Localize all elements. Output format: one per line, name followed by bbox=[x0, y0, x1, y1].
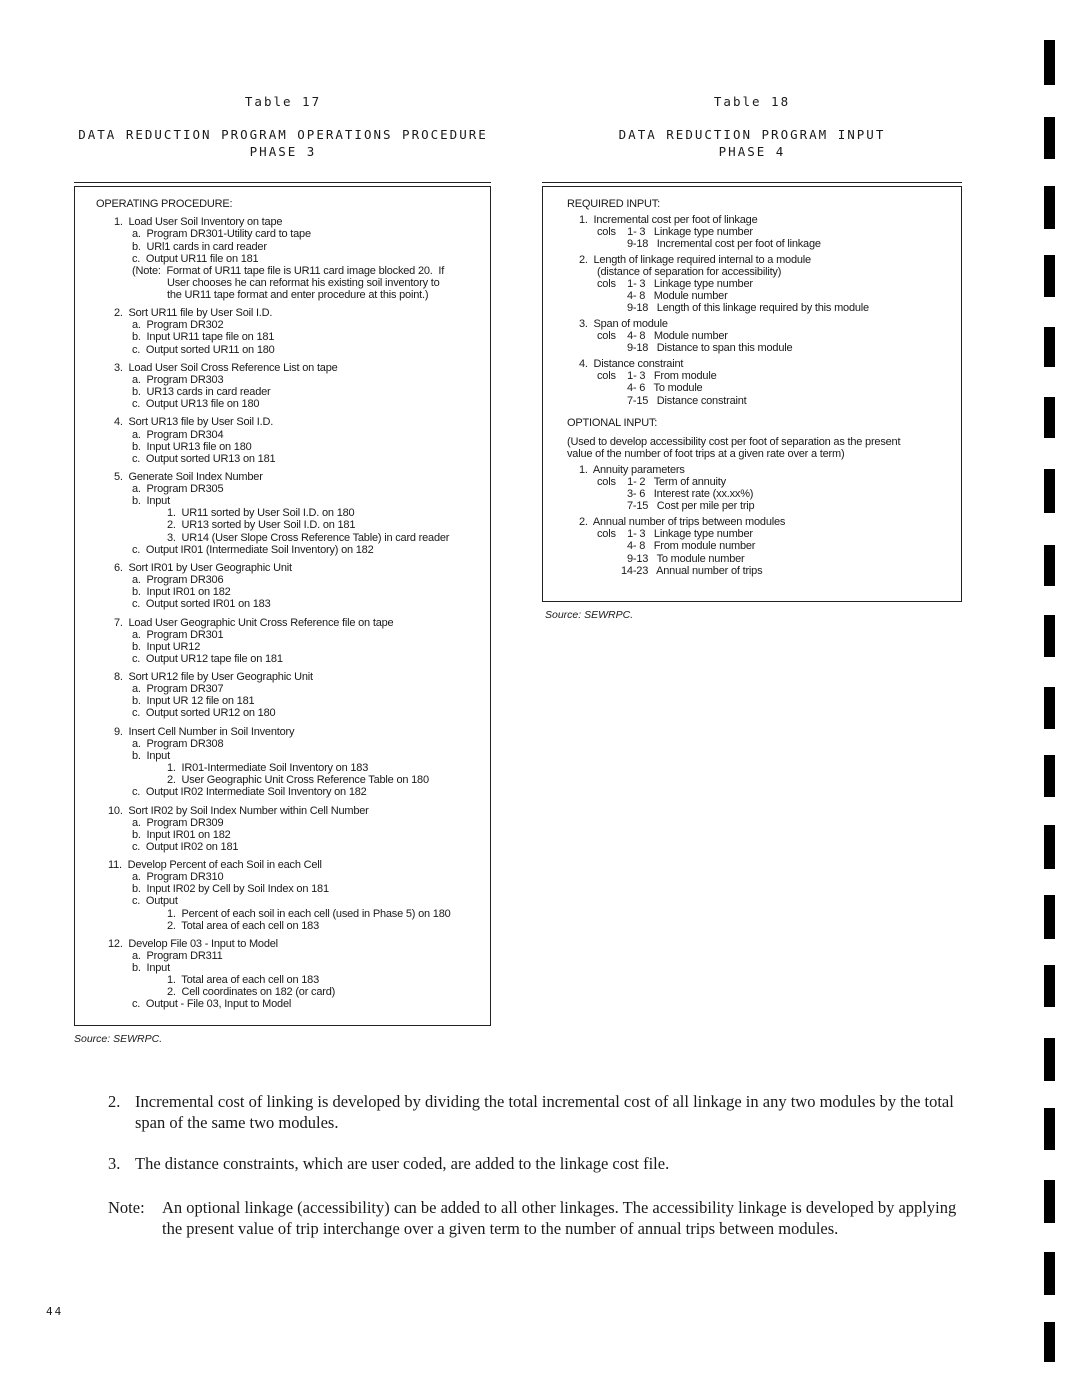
table17-title: Table 17 bbox=[244, 94, 322, 109]
registration-mark bbox=[1044, 687, 1055, 729]
table-line: (distance of separation for accessibility) bbox=[597, 265, 782, 278]
table-line: 2. Total area of each cell on 183 bbox=[167, 919, 319, 932]
table-line: 4- 8 Module number bbox=[627, 290, 728, 303]
table-line: 7-15 Cost per mile per trip bbox=[627, 500, 755, 513]
table-line: 1. Percent of each soil in each cell (used in Phase 5) on 180 bbox=[167, 907, 451, 920]
table-line: 9-18 Distance to span this module bbox=[627, 342, 793, 355]
registration-mark bbox=[1044, 397, 1055, 438]
table-line: cols 4- 8 Module number bbox=[597, 330, 728, 343]
registration-mark bbox=[1044, 1252, 1055, 1295]
page-number: 44 bbox=[46, 1305, 64, 1318]
table-line: 12. Develop File 03 - Input to Model bbox=[108, 937, 278, 950]
paragraph-3-text: The distance constraints, which are user coded, are added to the linkage cost file. bbox=[135, 1154, 670, 1173]
table17-header bbox=[74, 93, 492, 160]
registration-mark bbox=[1044, 1108, 1055, 1150]
table-line: a. Program DR303 bbox=[132, 373, 224, 386]
table-line: a. Program DR308 bbox=[132, 737, 224, 750]
table-line: 3. Span of module bbox=[579, 318, 668, 330]
table-line: b. Input IR01 on 182 bbox=[132, 586, 231, 599]
table-line: 9-18 Length of this linkage required by this module bbox=[627, 302, 869, 315]
table17-source: Source: SEWRPC. bbox=[74, 1033, 163, 1045]
table-line: value of the number of foot trips at a given rate over a term) bbox=[567, 448, 845, 461]
table-line: 2. Length of linkage required internal to a module bbox=[579, 253, 811, 266]
table-line: 1. Load User Soil Inventory on tape bbox=[114, 216, 283, 229]
paragraph-3-number: 3. bbox=[108, 1154, 121, 1173]
registration-mark bbox=[1044, 1038, 1055, 1081]
table-line: b. Input UR13 file on 180 bbox=[132, 440, 252, 453]
table-line: c. Output UR12 tape file on 181 bbox=[132, 652, 283, 665]
registration-mark bbox=[1044, 40, 1055, 85]
table-line: 8. Sort UR12 file by User Geographic Unit bbox=[114, 671, 313, 684]
table-line: a. Program DR305 bbox=[132, 483, 224, 496]
table-line: a. Program DR304 bbox=[132, 428, 224, 441]
table-line: 1. UR11 sorted by User Soil I.D. on 180 bbox=[167, 507, 355, 520]
table-line: the UR11 tape format and enter procedure at this point.) bbox=[167, 288, 429, 301]
registration-mark bbox=[1044, 1322, 1055, 1362]
table-line: 2. Sort UR11 file by User Soil I.D. bbox=[114, 307, 273, 320]
table-line: 3. Load User Soil Cross Reference List on tape bbox=[114, 361, 338, 374]
table-line: 4. Sort UR13 file by User Soil I.D. bbox=[114, 416, 274, 429]
table-line: 11. Develop Percent of each Soil in each Cell bbox=[108, 859, 322, 872]
table-line: a. Program DR306 bbox=[132, 574, 224, 586]
table-line: c. Output IR01 (Intermediate Soil Inventory) on 182 bbox=[132, 543, 374, 556]
table18-header bbox=[542, 93, 962, 160]
registration-mark bbox=[1044, 965, 1055, 1007]
table-line: 4- 8 From module number bbox=[627, 540, 756, 553]
registration-mark bbox=[1044, 895, 1055, 939]
registration-mark bbox=[1044, 255, 1055, 297]
table-line: 3- 6 Interest rate (xx.xx%) bbox=[627, 488, 754, 501]
table-line: c. Output bbox=[132, 895, 178, 908]
table-line: a. Program DR309 bbox=[132, 816, 224, 829]
table-line: c. Output sorted UR11 on 180 bbox=[132, 343, 275, 356]
table-line: OPTIONAL INPUT: bbox=[567, 417, 658, 429]
table-line: a. Program DR301 bbox=[132, 628, 224, 641]
table-line: a. Program DR301-Utility card to tape bbox=[132, 228, 311, 241]
table-line: b. Input UR12 bbox=[132, 640, 201, 653]
registration-mark bbox=[1044, 755, 1055, 797]
table-line: a. Program DR310 bbox=[132, 871, 224, 884]
table-line: c. Output IR02 on 181 bbox=[132, 840, 239, 853]
paragraph-2 bbox=[108, 1091, 968, 1133]
table-line: b. Input bbox=[132, 749, 170, 762]
table-line: 1. IR01-Intermediate Soil Inventory on 183 bbox=[167, 762, 369, 774]
table-line: c. Output - File 03, Input to Model bbox=[132, 998, 292, 1011]
table-line: b. Input UR 12 file on 181 bbox=[132, 695, 255, 708]
table18-heading: DATA REDUCTION PROGRAM INPUT bbox=[618, 127, 886, 142]
table-line: 7. Load User Geographic Unit Cross Reference file on tape bbox=[114, 616, 394, 629]
table-line: cols 1- 3 Linkage type number bbox=[597, 278, 753, 290]
table-line: 1. Total area of each cell on 183 bbox=[167, 974, 319, 987]
registration-mark bbox=[1044, 615, 1055, 657]
table-line: 7-15 Distance constraint bbox=[627, 394, 747, 407]
table-line: 9-18 Incremental cost per foot of linkage bbox=[627, 238, 821, 250]
table-line: 5. Generate Soil Index Number bbox=[114, 471, 263, 483]
table17-heading: DATA REDUCTION PROGRAM OPERATIONS PROCEDURE bbox=[78, 127, 488, 142]
table-line: (Used to develop accessibility cost per foot of separation as the present bbox=[567, 436, 901, 448]
registration-mark bbox=[1044, 327, 1055, 367]
table-line: 6. Sort IR01 by User Geographic Unit bbox=[114, 561, 292, 574]
table-line: cols 1- 2 Term of annuity bbox=[597, 476, 726, 488]
table-line: c. Output UR11 file on 181 bbox=[132, 252, 259, 265]
registration-mark bbox=[1044, 186, 1055, 229]
table-line: 4. Distance constraint bbox=[579, 358, 684, 370]
table-line: 9. Insert Cell Number in Soil Inventory bbox=[114, 725, 295, 738]
registration-mark bbox=[1044, 545, 1055, 586]
table-line: a. Program DR311 bbox=[132, 950, 223, 962]
table-line: b. Input bbox=[132, 962, 170, 975]
table-line: b. Input UR11 tape file on 181 bbox=[132, 331, 275, 344]
table-line: 1. Incremental cost per foot of linkage bbox=[579, 213, 758, 226]
table-line: 2. Cell coordinates on 182 (or card) bbox=[167, 986, 336, 999]
table-line: 2. User Geographic Unit Cross Reference Table on 180 bbox=[167, 774, 429, 787]
table-line: 3. UR14 (User Slope Cross Reference Table) in card reader bbox=[167, 531, 450, 544]
table-line: 10. Sort IR02 by Soil Index Number within Cell Number bbox=[108, 804, 369, 817]
registration-mark bbox=[1044, 1180, 1055, 1223]
table18-phase: PHASE 4 bbox=[718, 144, 786, 159]
table-line: b. Input bbox=[132, 495, 170, 508]
table18-title: Table 18 bbox=[713, 94, 791, 109]
table-line: b. Input IR01 on 182 bbox=[132, 828, 231, 841]
table17-phase: PHASE 3 bbox=[249, 144, 317, 159]
table-line: cols 1- 3 From module bbox=[597, 370, 717, 383]
table-line: a. Program DR302 bbox=[132, 319, 224, 332]
registration-mark bbox=[1044, 469, 1055, 513]
paragraph-2-number: 2. bbox=[108, 1092, 121, 1111]
table-line: 14-23 Annual number of trips bbox=[621, 564, 763, 577]
table-line: a. Program DR307 bbox=[132, 683, 224, 696]
table-line: c. Output UR13 file on 180 bbox=[132, 398, 260, 411]
table-line: cols 1- 3 Linkage type number bbox=[597, 528, 753, 541]
table-line: OPERATING PROCEDURE: bbox=[96, 198, 233, 210]
table17-top-rule bbox=[74, 182, 491, 183]
table18-source: Source: SEWRPC. bbox=[545, 609, 634, 621]
table-line: c. Output IR02 Intermediate Soil Inventory on 182 bbox=[132, 786, 367, 799]
table-line: REQUIRED INPUT: bbox=[567, 198, 660, 210]
note-text: An optional linkage (accessibility) can be added to all other linkages. The accessibility linkage is developed by applying the present value of trip interchange over a given term to the number of annual trips between modules. bbox=[162, 1198, 957, 1238]
note-paragraph bbox=[108, 1197, 968, 1239]
table-line: b. UR13 cards in card reader bbox=[132, 386, 271, 398]
registration-mark bbox=[1044, 825, 1055, 869]
table-line: 4- 6 To module bbox=[627, 382, 703, 395]
paragraph-2-text: Incremental cost of linking is developed by dividing the total incremental cost of all linkage in any two modules by the total span of the same two modules. bbox=[135, 1092, 954, 1132]
registration-mark bbox=[1044, 117, 1055, 159]
table-line: b. Input IR02 by Cell by Soil Index on 181 bbox=[132, 883, 329, 896]
table18-top-rule bbox=[542, 182, 962, 183]
table-line: (Note: Format of UR11 tape file is UR11 card image blocked 20. If bbox=[132, 264, 445, 277]
table-line: 2. UR13 sorted by User Soil I.D. on 181 bbox=[167, 519, 356, 532]
table-line: c. Output sorted UR12 on 180 bbox=[132, 707, 276, 720]
note-label: Note: bbox=[108, 1198, 145, 1217]
paragraph-3 bbox=[108, 1153, 968, 1174]
table-line: 2. Annual number of trips between modules bbox=[579, 516, 786, 528]
table-line: User chooses he can reformat his existing soil inventory to bbox=[167, 276, 440, 289]
table-line: 1. Annuity parameters bbox=[579, 463, 685, 476]
table-line: cols 1- 3 Linkage type number bbox=[597, 225, 753, 238]
table-line: 9-13 To module number bbox=[627, 552, 745, 565]
table-line: c. Output sorted IR01 on 183 bbox=[132, 598, 271, 611]
table-line: c. Output sorted UR13 on 181 bbox=[132, 452, 276, 465]
table-line: b. URl1 cards in card reader bbox=[132, 240, 267, 253]
